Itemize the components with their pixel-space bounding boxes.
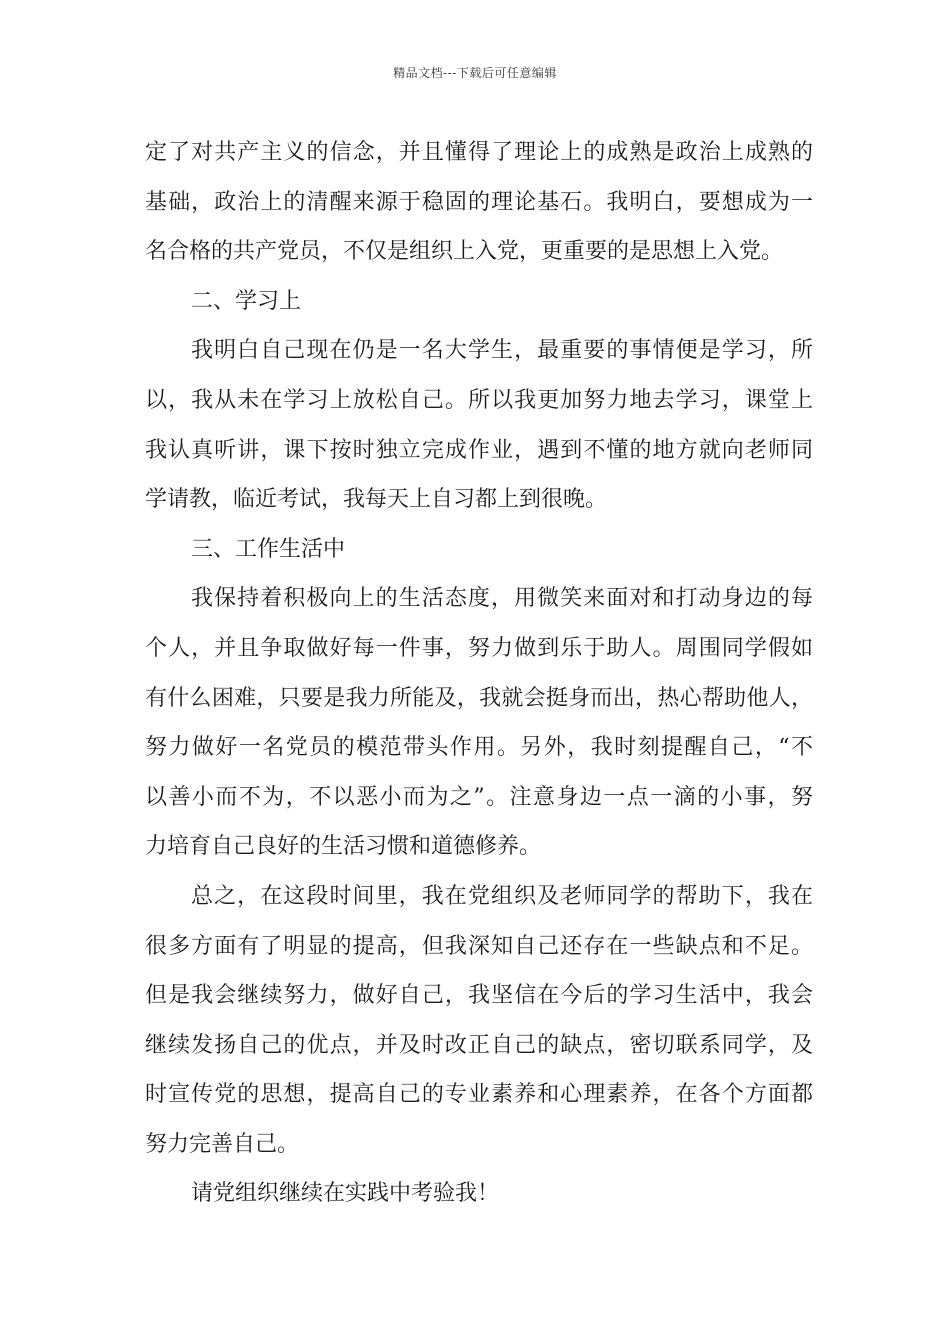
text-line: 基础，政治上的清醒来源于稳固的理论基石。我明白，要想成为一: [145, 189, 813, 215]
text-line: 很多方面有了明显的提高，但我深知自己还存在一些缺点和不足。: [145, 933, 813, 959]
text-line: 努力做好一名党员的模范带头作用。另外，我时刻提醒自己，“不: [145, 735, 813, 761]
text-line: 学请教，临近考试，我每天上自习都上到很晚。: [145, 487, 608, 513]
text-line: 个人，并且争取做好每一件事，努力做到乐于助人。周围同学假如: [145, 635, 813, 661]
text-line: 继续发扬自己的优点，并及时改正自己的缺点，密切联系同学，及: [145, 1032, 813, 1058]
document-body: [145, 128, 813, 1219]
text-line: 但是我会继续努力，做好自己，我坚信在今后的学习生活中，我会: [145, 983, 813, 1009]
closing-line: 请党组织继续在实践中考验我！: [191, 1181, 500, 1207]
text-line: 力培育自己良好的生活习惯和道德修养。: [145, 834, 542, 860]
section-heading-work-life: 三、工作生活中: [191, 536, 346, 562]
text-line: 名合格的共产党员，不仅是组织上入党，更重要的是思想上入党。: [145, 239, 784, 265]
text-line: 以善小而不为，不以恶小而为之”。注意身边一点一滴的小事，努: [145, 784, 813, 810]
text-line: 努力完善自己。: [145, 1131, 300, 1157]
text-line: 以，我从未在学习上放松自己。所以我更加努力地去学习，课堂上: [145, 387, 813, 413]
text-line: 总之，在这段时间里，我在党组织及老师同学的帮助下，我在: [191, 883, 813, 909]
text-line: 时宣传党的思想，提高自己的专业素养和心理素养，在各个方面都: [145, 1082, 813, 1108]
text-line: 定了对共产主义的信念，并且懂得了理论上的成熟是政治上成熟的: [145, 140, 813, 165]
text-line: 我明白自己现在仍是一名大学生，最重要的事情便是学习，所: [191, 338, 813, 364]
text-line: 我保持着积极向上的生活态度，用微笑来面对和打动身边的每: [191, 586, 813, 612]
text-line: 我认真听讲，课下按时独立完成作业，遇到不懂的地方就向老师同: [145, 437, 813, 463]
section-heading-study: 二、学习上: [191, 288, 302, 314]
text-line: 有什么困难，只要是我力所能及，我就会挺身而出，热心帮助他人，: [145, 685, 813, 711]
page-header: 精品文档---下载后可任意编辑: [393, 66, 557, 80]
